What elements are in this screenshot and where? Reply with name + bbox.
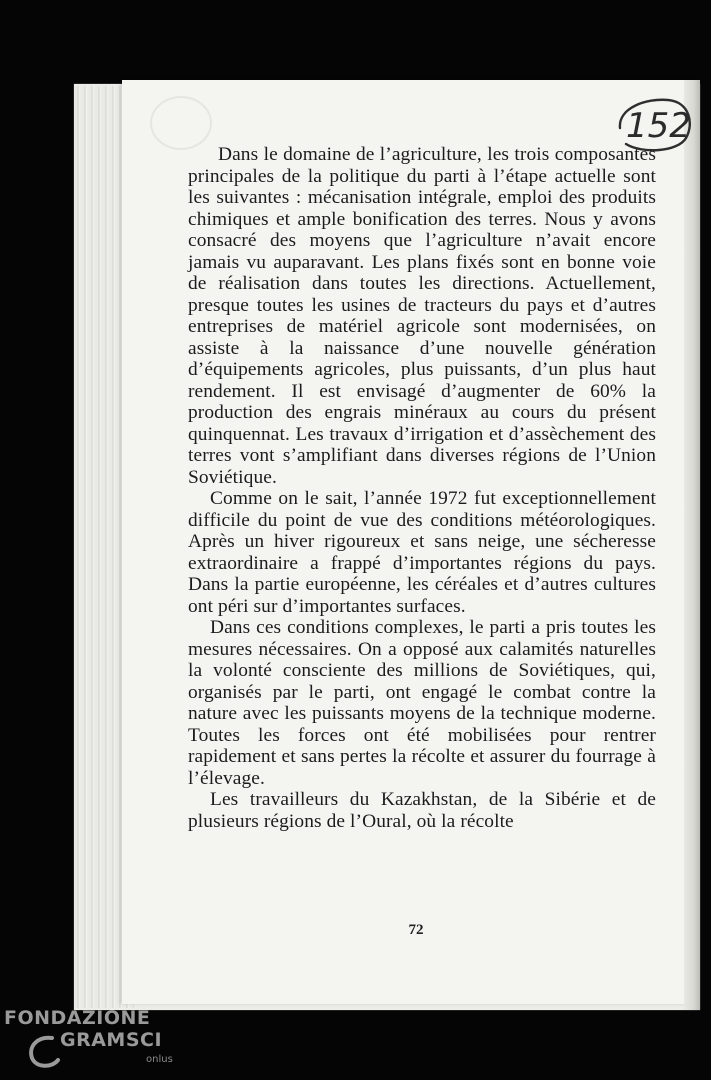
logo-onlus: onlus: [146, 1054, 173, 1065]
paragraph-3: Dans ces conditions complexes, le parti a pris toutes les mesures nécessaires. On a opposé aux calamités naturelles la volonté consciente des millions de Soviétiques, qui, organisés par le parti, ont engagé le combat contre la nature avec les puissants moyens de la technique moderne. Toutes les forces ont été mobilisées pour rentrer rapidement et sans pertes la récolte et assurer du fourrage à l’élevage.: [188, 617, 656, 789]
page-right-edge: [684, 80, 700, 1010]
paragraph-1: Dans le domaine de l’agriculture, les trois composantes principales de la politique du parti à l’étape actuelle sont les suivantes : mécanisation intégrale, emploi des produits chimiques et ample bonification des terres. Nous y avons consacré des moyens que l’agriculture n’avait encore jamais vu auparavant. Les plans fixés sont en bonne voie de réalisation dans toutes les directions. Actuellement, presque toutes les usines de tracteurs du pays et d’autres entreprises de matériel agricole sont modernisées, on assiste à la naissance d’une nouvelle génération d’équipements agricoles, plus puissants, d’un plus haut rendement. Il est envisagé d’augmenter de 60% la production des engrais minéraux au cours du présent quinquennat. Les travaux d’irrigation et d’assèchement des terres vont s’amplifiant dans diverses régions de l’Union Soviétique.: [188, 144, 656, 488]
logo-line2: GRAMSCI: [60, 1029, 163, 1051]
paragraph-2: Comme on le sait, l’année 1972 fut exceptionnellement difficile du point de vue des conditions météorologiques. Après un hiver rigoureux et sans neige, une sécheresse extraordinaire a frappé d’importantes régions du pays. Dans la partie européenne, les céréales et d’autres cultures ont péri sur d’importantes surfaces.: [188, 488, 656, 617]
bleed-through-mark: [150, 96, 212, 150]
folio-number: 152: [626, 106, 691, 146]
page-number: 72: [408, 922, 424, 938]
body-text: [188, 144, 656, 832]
fondazione-gramsci-logo: [2, 1002, 182, 1072]
logo-swoosh-icon: [31, 1038, 58, 1066]
paragraph-4: Les travailleurs du Kazakhstan, de la Sibérie et de plusieurs régions de l’Oural, où la récolte: [188, 789, 656, 832]
logo-line1: FONDAZIONE: [4, 1007, 151, 1029]
